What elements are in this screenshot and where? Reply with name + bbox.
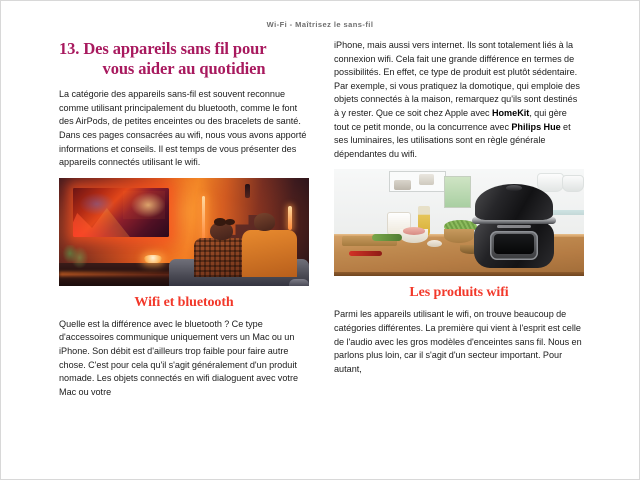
appliance-display-screen: [494, 234, 535, 255]
left-column: [59, 39, 309, 457]
continuation-paragraph: [334, 39, 584, 161]
photo-background: [334, 169, 584, 276]
pendant-lamp: [245, 184, 251, 198]
sofa-arm: [289, 279, 309, 285]
person-one-hair-bun-right: [225, 219, 235, 225]
jar: [419, 174, 434, 186]
green-board: [444, 176, 471, 208]
right-column: [334, 39, 584, 457]
bold-term-philips-hue: Philips Hue: [511, 121, 561, 132]
ambilight-tv-living-room-photo: [59, 178, 309, 286]
mug-small: [562, 175, 584, 192]
photo-background: [59, 178, 309, 286]
table-lamp: [144, 255, 162, 264]
continuation-text-part-2: , qui gère tout ce petit monde, ou la concurrence avec: [334, 107, 567, 132]
person-two-head: [254, 213, 275, 230]
produits-wifi-paragraph: Parmi les appareils utilisant le wifi, on trouve beaucoup de catégories différentes. La première qui vient à l'esprit est celle de l'audio avec les gros modèles d'enceintes sans fil. Nous en parlons plus loin, car il s'agit d'un secteur important. Pour autant,: [334, 309, 582, 374]
garlic: [427, 240, 442, 247]
person-one-body: [194, 238, 249, 277]
bowl-contents: [403, 227, 426, 234]
screen-glow: [75, 190, 119, 218]
counter-edge: [334, 272, 584, 276]
wall-shelf: [389, 171, 446, 191]
chapter-title-line-2: vous aider au quotidien: [102, 59, 266, 79]
wifi-bluetooth-paragraph: Quelle est la différence avec le bluetooth ? Ce type d'accessoires communique uniquement vers un Mac ou un iPhone. Son débit est d'ailleurs trop faible pour faire autre chose. C'est pour cela qu'il s'agit généralement d'un produit nomade. Les objets connectés en wifi dialoguent avec votre Mac ou votre: [59, 318, 299, 397]
multicooker-appliance: [472, 184, 557, 270]
appliance-brand-mark: [497, 225, 531, 228]
bold-term-homekit: HomeKit: [491, 107, 530, 118]
running-head: Wi-Fi - Maîtrisez le sans-fil: [266, 20, 374, 29]
cucumber: [372, 234, 402, 241]
light-strip: [202, 196, 206, 239]
intro-paragraph: La catégorie des appareils sans-fil est souvent reconnue comme utilisant principalement du bluetooth, comme le font des AirPods, de petites enceintes ou des bracelets de santé. Dans ces pages consacrées au wifi, nous vous avons apporté informations et conseils. Il est temps de vous présenter des appareils connectés utilisant le wifi.: [59, 89, 307, 168]
red-chili: [349, 251, 382, 256]
continuation-text-part-1: iPhone, mais aussi vers internet. Ils sont totalement liés à la connexion wifi. Cela fait une grande différence en termes de possibilités. En effet, ce type de produit est plutôt sédentaire. Par exemple, si vous pratiquez la domotique, qui emploie des objets connectés à la maison, remarquez qu'ils sont destinés à y rester. Que ce soit chez Apple avec: [334, 40, 580, 118]
chapter-title-line-1: 13. Des appareils sans fil pour: [59, 39, 267, 58]
multicooker-kitchen-photo: [334, 169, 584, 276]
person-two-body: [242, 230, 297, 278]
chapter-title: [59, 39, 309, 79]
television-screen: [73, 188, 169, 238]
person-one-hair-bun-left: [214, 218, 226, 226]
light-strip-secondary: [288, 206, 292, 230]
section-title-wifi-bluetooth: Wifi et bluetooth: [134, 294, 234, 310]
house-plant: [62, 245, 90, 273]
two-column-layout: [59, 39, 584, 457]
continuation-text-part-3: et ses luminaires, les utilisations sont en règle générale dépendantes du wifi.: [334, 121, 571, 159]
section-title-produits-wifi: Les produits wifi: [409, 285, 509, 301]
